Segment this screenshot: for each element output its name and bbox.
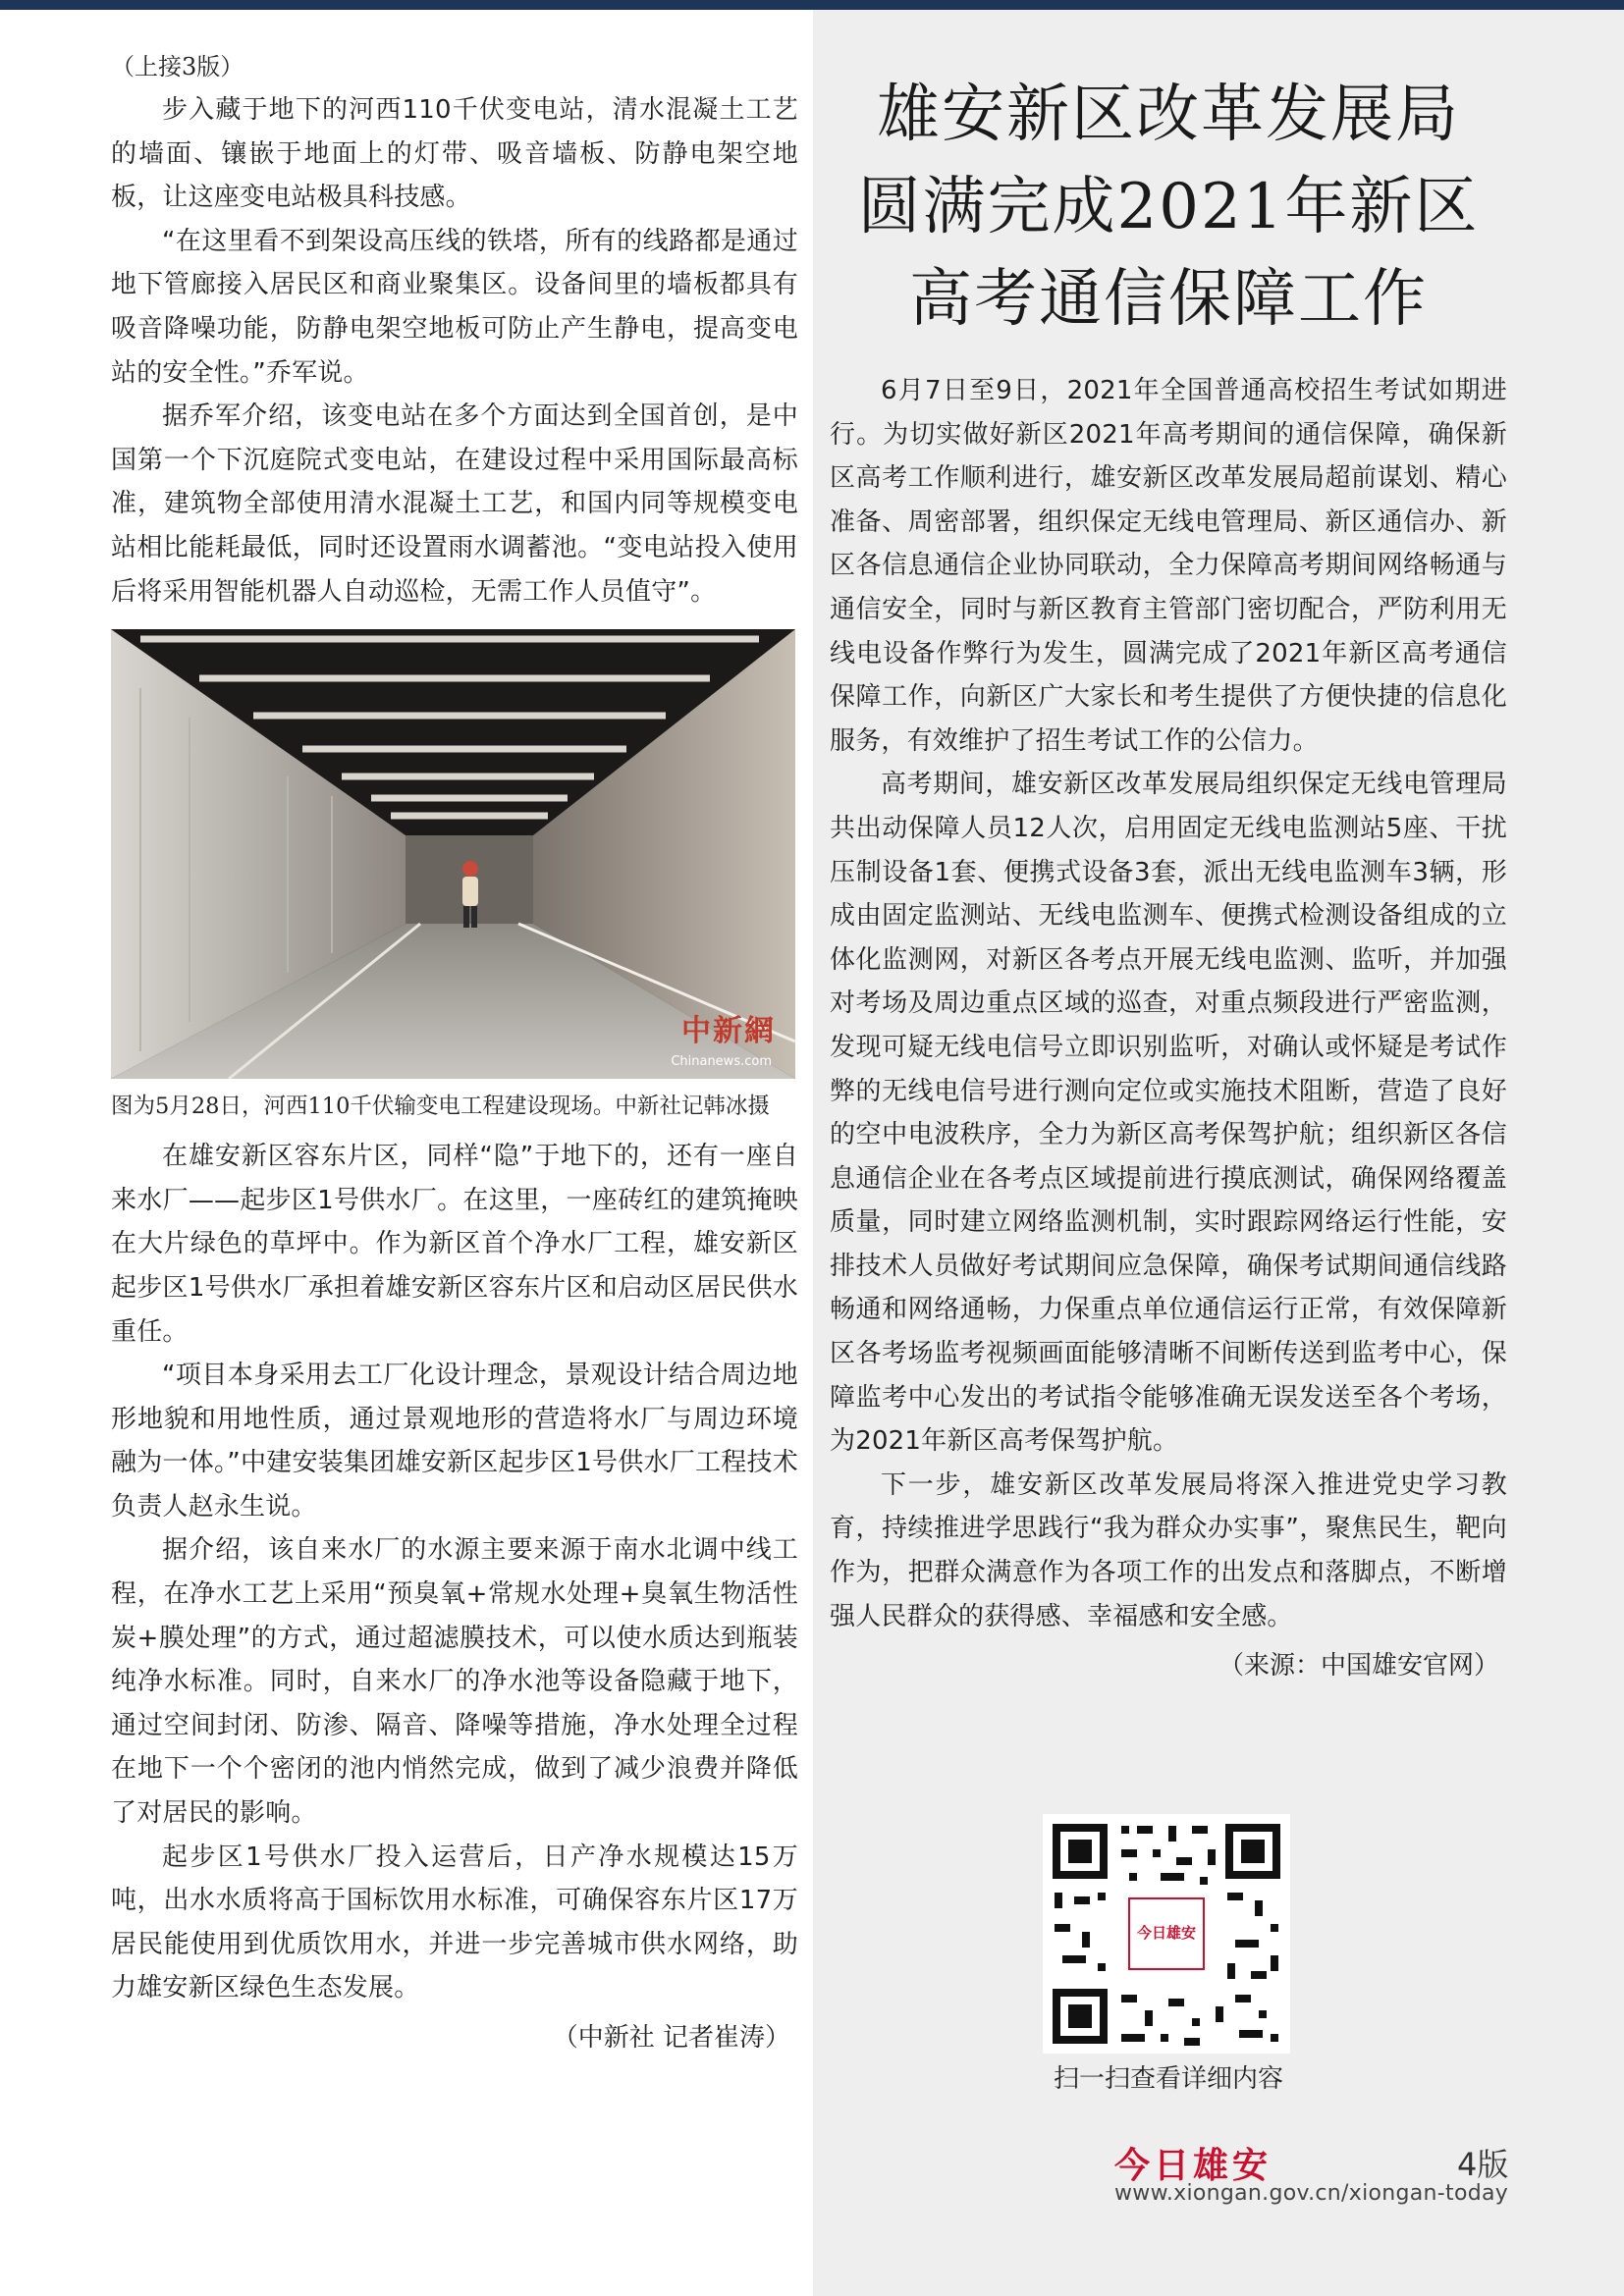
website-url[interactable]: www.xiongan.gov.cn/xiongan-today: [1114, 2181, 1509, 2206]
right-article: [830, 69, 1507, 1687]
right-paragraph: 高考期间，雄安新区改革发展局组织保定无线电管理局共出动保障人员12人次，启用固定无线电监测站5座、干扰压制设备1套、便携式设备3套，派出无线电监测车3辆，形成由固定监测站、无线电监测车、便携式检测设备组成的立体化监测网，对新区各考点开展无线电监测、监听，并加强对考场及周边重点区域的巡查，对重点频段进行严密监测，发现可疑无线电信号立即识别监听，对确认或怀疑是考试作弊的无线电信号进行测向定位或实施技术阻断，营造了良好的空中电波秩序，全力为新区高考保驾护航；组织新区各信息通信企业在各考点区域提前进行摸底测试，确保网络覆盖质量，同时建立网络监测机制，实时跟踪网络运行性能，安排技术人员做好考试期间应急保障，确保考试期间通信线路畅通和网络通畅，力保重点单位通信运行正常，有效保障新区各考场监考视频画面能够清晰不间断传送到监考中心，保障监考中心发出的考试指令能够准确无误发送至各个考场，为2021年新区高考保驾护航。: [830, 770, 1507, 1457]
page-number: 4版: [1457, 2146, 1509, 2183]
continued-note: （上接3版）: [111, 53, 244, 80]
qr-center-logo: 今日雄安: [1136, 1924, 1196, 1942]
left-paragraph: 在雄安新区容东片区，同样“隐”于地下的，还有一座自来水厂——起步区1号供水厂。在这里，一座砖红的建筑掩映在大片绿色的草坪中。作为新区首个净水厂工程，雄安新区起步区1号供水厂承担着雄安新区容东片区和启动区居民供水重任。: [111, 1142, 798, 1347]
watermark-url: Chinanews.com: [671, 1054, 772, 1070]
headline: [830, 69, 1507, 346]
watermark-logo: 中新網: [681, 1014, 776, 1049]
left-paragraph: 起步区1号供水厂投入运营后，日产净水规模达15万吨，出水水质将高于国标饮用水标准，可确保容东片区17万居民能使用到优质饮用水，并进一步完善城市供水网络，助力雄安新区绿色生态发展。: [111, 1842, 798, 2003]
top-accent-bar: [0, 0, 1624, 10]
right-paragraph: 下一步，雄安新区改革发展局将深入推进党史学习教育，持续推进学思践行“我为群众办实事”，聚焦民生，靶向作为，把群众满意作为各项工作的出发点和落脚点，不断增强人民群众的获得感、幸福感和安全感。: [830, 1469, 1507, 1631]
left-paragraph: “项目本身采用去工厂化设计理念，景观设计结合周边地形地貌和用地性质，通过景观地形的营造将水厂与周边环境融为一体。”中建安装集团雄安新区起步区1号供水厂工程技术负责人赵永生说。: [111, 1361, 798, 1522]
qr-code[interactable]: [1043, 1814, 1290, 2054]
photo-caption: 图为5月28日，河西110千伏输变电工程建设现场。中新社记韩冰摄: [111, 1094, 770, 1120]
left-paragraph: 据乔军介绍，该变电站在多个方面达到全国首创，是中国第一个下沉庭院式变电站，在建设过程中采用国际最高标准，建筑物全部使用清水混凝土工艺，和国内同等规模变电站相比能耗最低，同时还设置雨水调蓄池。“变电站投入使用后将采用智能机器人自动巡检，无需工作人员值守”。: [111, 401, 798, 607]
right-paragraph: 6月7日至9日，2021年全国普通高校招生考试如期进行。为切实做好新区2021年高考期间的通信保障，确保新区高考工作顺利进行，雄安新区改革发展局超前谋划、精心准备、周密部署，组织保定无线电管理局、新区通信办、新区各信息通信企业协同联动，全力保障高考期间网络畅通与通信安全，同时与新区教育主管部门密切配合，严防利用无线电设备作弊行为发生，圆满完成了2021年新区高考通信保障工作，向新区广大家长和考生提供了方便快捷的信息化服务，有效维护了招生考试工作的公信力。: [830, 376, 1507, 756]
article-credit: （中新社 记者崔涛）: [552, 2023, 790, 2053]
left-article: [111, 49, 798, 2059]
qr-caption: 扫一扫查看详细内容: [1053, 2064, 1283, 2094]
substation-tunnel-photo: [111, 629, 795, 1079]
source-credit: （来源：中国雄安官网）: [1218, 1651, 1499, 1682]
headline-line: 高考通信保障工作: [909, 263, 1428, 336]
masthead-logo: 今日雄安: [1114, 2145, 1272, 2186]
left-paragraph: 据介绍，该自来水厂的水源主要来源于南水北调中线工程，在净水工艺上采用“预臭氧+常规水处理+臭氧生物活性炭+膜处理”的方式，通过超滤膜技术，可以使水质达到瓶装纯净水标准。同时，自来水厂的净水池等设备隐藏于地下，通过空间封闭、防渗、隔音、降噪等措施，净水处理全过程在地下一个个密闭的池内悄然完成，做到了减少浪费并降低了对居民的影响。: [111, 1535, 798, 1829]
headline-line: 圆满完成2021年新区: [857, 171, 1480, 243]
left-paragraph: 步入藏于地下的河西110千伏变电站，清水混凝土工艺的墙面、镶嵌于地面上的灯带、吸音墙板、防静电架空地板，让这座变电站极具科技感。: [111, 95, 798, 213]
headline-line: 雄安新区改革发展局: [877, 79, 1460, 151]
left-paragraph: “在这里看不到架设高压线的铁塔，所有的线路都是通过地下管廊接入居民区和商业聚集区。设备间里的墙板都具有吸音降噪功能，防静电架空地板可防止产生静电，提高变电站的安全性。”乔军说。: [111, 226, 798, 388]
